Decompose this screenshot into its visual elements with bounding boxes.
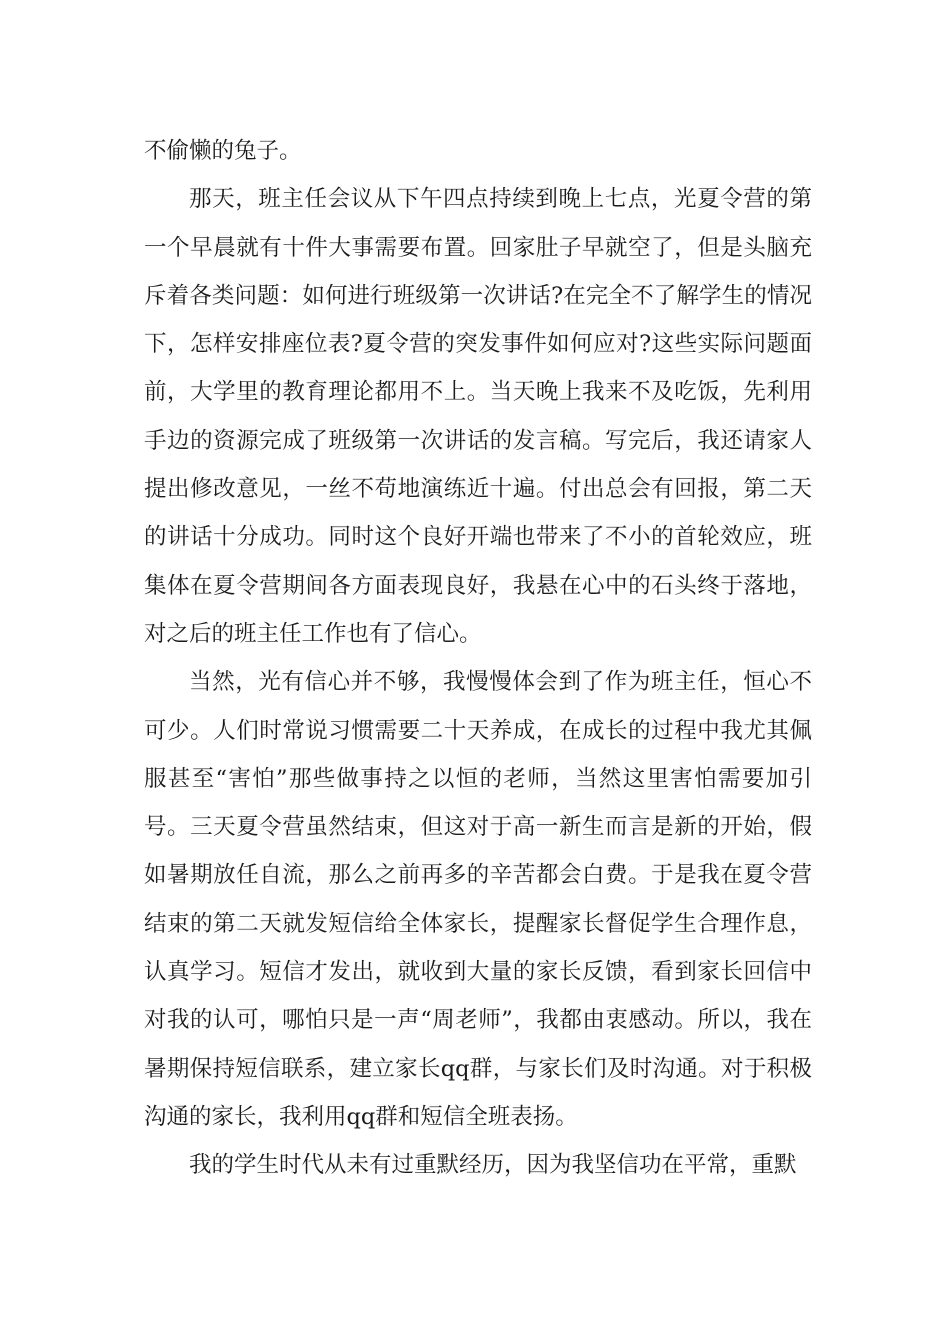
paragraph: 当然，光有信心并不够，我慢慢体会到了作为班主任，恒心不可少。人们时常说习惯需要二十天养成，在成长的过程中我尤其佩服甚至“害怕”那些做事持之以恒的老师，当然这里害怕需要加引号。三天夏令营虽然结束，但这对于高一新生而言是新的开始，假如暑期放任自流，那么之前再多的辛苦都会白费。于是我在夏令营结束的第二天就发短信给全体家长，提醒家长督促学生合理作息，认真学习。短信才发出，就收到大量的家长反馈，看到家长回信中对我的认可，哪怕只是一声“周老师”，我都由衷感动。所以，我在暑期保持短信联系，建立家长qq群，与家长们及时沟通。对于积极沟通的家长，我利用qq群和短信全班表扬。 <box>144 669 812 1130</box>
body-text <box>144 127 812 1190</box>
paragraph: 我的学生时代从未有过重默经历，因为我坚信功在平常，重默 <box>189 1152 797 1179</box>
paragraph: 那天，班主任会议从下午四点持续到晚上七点，光夏令营的第一个早晨就有十件大事需要布置。回家肚子早就空了，但是头脑充斥着各类问题：如何进行班级第一次讲话?在完全不了解学生的情况下，怎样安排座位表?夏令营的突发事件如何应对?这些实际问题面前，大学里的教育理论都用不上。当天晚上我来不及吃饭，先利用手边的资源完成了班级第一次讲话的发言稿。写完后，我还请家人提出修改意见，一丝不苟地演练近十遍。付出总会有回报，第二天的讲话十分成功。同时这个良好开端也带来了不小的首轮效应，班集体在夏令营期间各方面表现良好，我悬在心中的石头终于落地，对之后的班主任工作也有了信心。 <box>144 186 812 647</box>
paragraph-continuation: 不偷懒的兔子。 <box>144 138 302 164</box>
